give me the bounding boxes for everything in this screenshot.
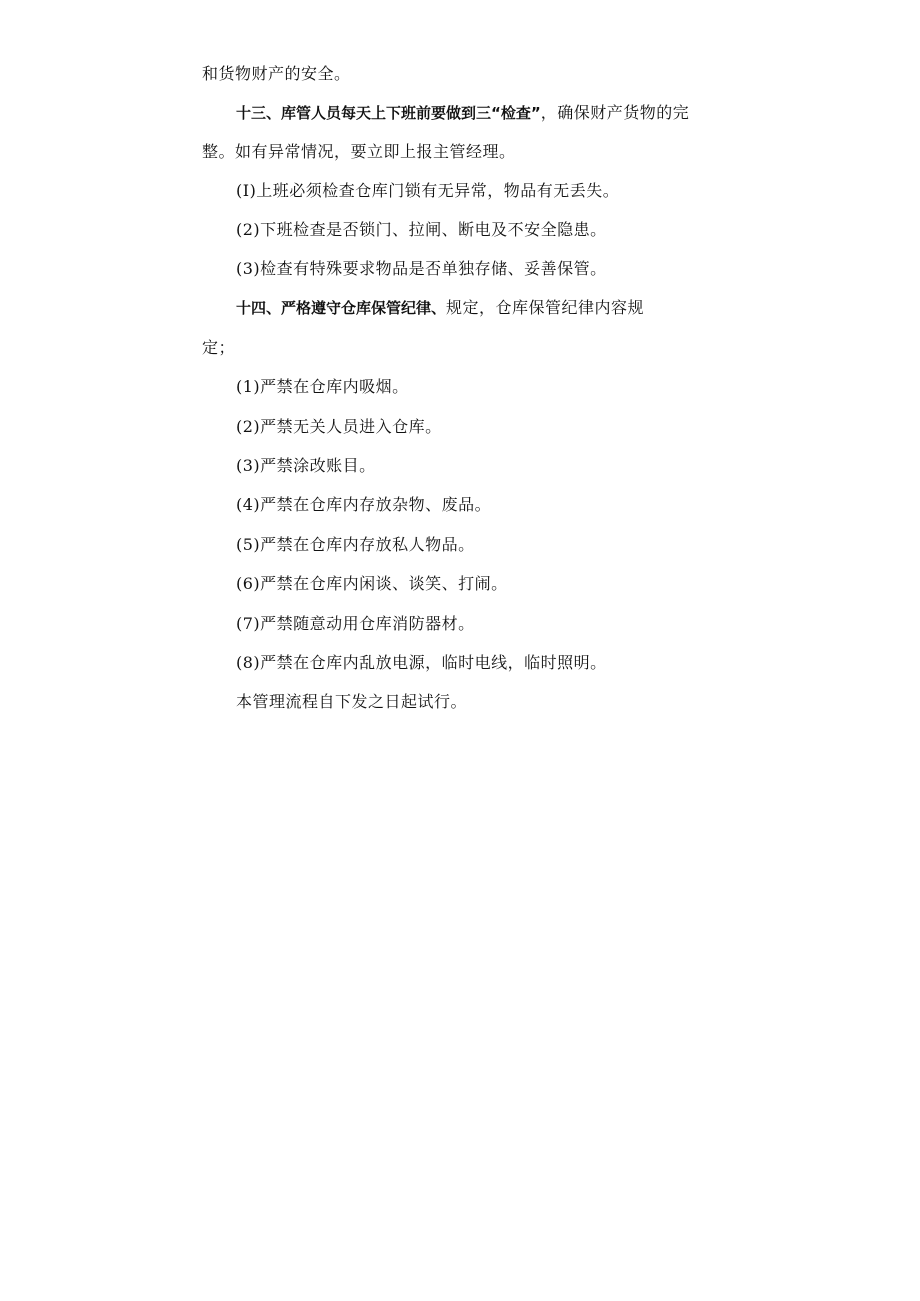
section-14-item-5: (5)严禁在仓库内存放私人物品。 — [236, 535, 475, 554]
section-14-item-7: (7)严禁随意动用仓库消防器材。 — [236, 614, 475, 633]
section-14-heading-bold: 十四、严格遵守仓库保管纪律、 — [236, 299, 447, 317]
section-14-item-8: (8)严禁在仓库内乱放电源，临时电线，临时照明。 — [236, 653, 607, 672]
section-13-heading-continued: 整。如有异常情况，要立即上报主管经理。 — [202, 142, 516, 161]
section-13-item-3: (3)检查有特殊要求物品是否单独存储、妥善保管。 — [236, 259, 607, 278]
section-14-heading-continued: 定； — [202, 338, 236, 357]
carryover-line: 和货物财产的安全。 — [202, 64, 351, 83]
section-13-heading-bold: 十三、库管人员每天上下班前要做到三“检查” — [236, 104, 541, 122]
section-14-item-2: (2)严禁无关人员进入仓库。 — [236, 417, 442, 436]
section-13-heading — [236, 103, 689, 123]
section-14-heading — [236, 298, 644, 318]
section-14-item-4: (4)严禁在仓库内存放杂物、废品。 — [236, 495, 492, 514]
section-14-item-3: (3)严禁涂改账目。 — [236, 456, 376, 475]
section-14-heading-rest: 规定，仓库保管纪律内容规 — [446, 298, 645, 317]
section-13-item-2: (2)下班检查是否锁门、拉闸、断电及不安全隐患。 — [236, 220, 607, 239]
section-14-item-1: (1)严禁在仓库内吸烟。 — [236, 377, 409, 396]
section-13-item-1: (I)上班必须检查仓库门锁有无异常，物品有无丢失。 — [236, 181, 620, 200]
closing-line: 本管理流程自下发之日起试行。 — [236, 692, 468, 711]
section-14-item-6: (6)严禁在仓库内闲谈、谈笑、打闹。 — [236, 574, 508, 593]
section-13-heading-rest: ，确保财产货物的完 — [540, 103, 690, 122]
